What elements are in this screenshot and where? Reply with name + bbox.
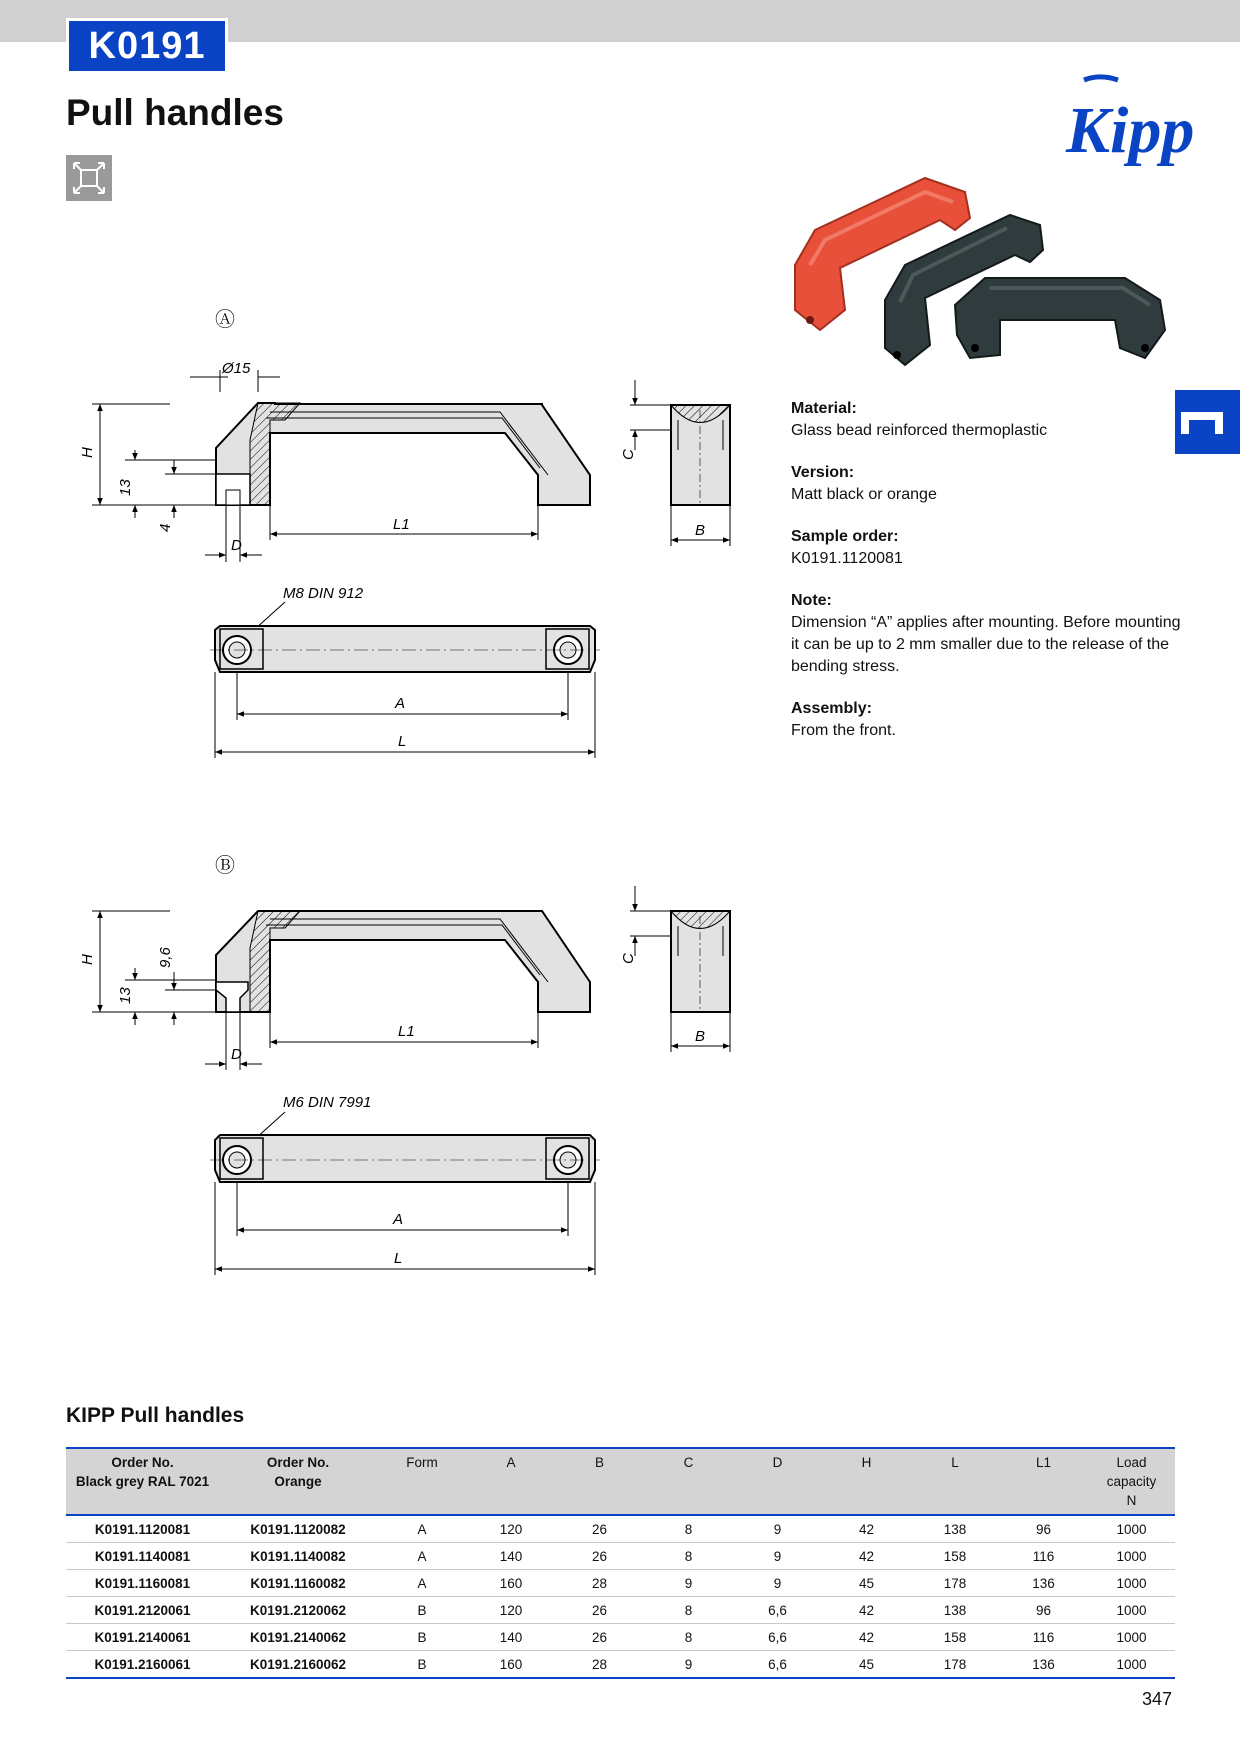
dim-h: 45 [822,1570,911,1597]
dim-13-b: 13 [117,987,134,1004]
order-black: K0191.1140081 [66,1543,219,1570]
spec-label: Material: [791,400,857,417]
diameter-label: Ø15 [222,360,251,377]
form: B [377,1651,467,1679]
form: A [377,1515,467,1543]
dim-b: 26 [555,1515,644,1543]
dim-h: 42 [822,1543,911,1570]
dim-c-b: C [620,953,637,964]
order-black: K0191.2120061 [66,1597,219,1624]
spec-list [791,398,1181,762]
spec-assembly [791,698,1181,742]
dim-l1-a: L1 [393,516,410,533]
spec-label: Assembly: [791,700,872,717]
dim-l1: 136 [999,1570,1088,1597]
order-orange: K0191.2120062 [219,1597,377,1624]
dim-a: 160 [467,1570,555,1597]
load-capacity: 1000 [1088,1570,1175,1597]
order-black: K0191.2160061 [66,1651,219,1679]
order-black: K0191.2140061 [66,1624,219,1651]
dim-h: 42 [822,1624,911,1651]
dim-d: 9 [733,1543,822,1570]
expand-arrows-icon[interactable] [66,155,112,201]
spec-label: Sample order: [791,528,899,545]
table-row [66,1597,1175,1624]
load-capacity: 1000 [1088,1543,1175,1570]
dim-4-a: 4 [157,523,174,532]
form: B [377,1597,467,1624]
spec-value: K0191.1120081 [791,550,903,567]
load-capacity: 1000 [1088,1597,1175,1624]
dim-c: 9 [644,1651,733,1679]
spec-note [791,590,1181,678]
dim-c: 8 [644,1515,733,1543]
spec-label: Note: [791,592,832,609]
table-row [66,1624,1175,1651]
dim-c: 8 [644,1543,733,1570]
form-a-label: Ⓐ [215,309,235,331]
order-orange: K0191.1160082 [219,1570,377,1597]
spec-version [791,462,1181,506]
dim-b: 26 [555,1543,644,1570]
dim-l1: 116 [999,1543,1088,1570]
dim-l: 178 [911,1570,999,1597]
dim-13-a: 13 [117,479,134,496]
dim-a: 140 [467,1543,555,1570]
header-d: D [772,1455,783,1470]
table-row [66,1570,1175,1597]
dim-b-a: B [695,522,706,539]
dim-l: 158 [911,1543,999,1570]
dim-d: 6,6 [733,1597,822,1624]
spec-label: Version: [791,464,855,481]
order-black: K0191.1160081 [66,1570,219,1597]
dim-l1: 136 [999,1651,1088,1679]
header-load: Load capacity N [1106,1455,1157,1508]
order-orange: K0191.2160062 [219,1651,377,1679]
spec-value: Dimension “A” applies after mounting. Before mounting it can be up to 2 mm smaller due to the release of the bending stress. [791,614,1181,675]
kipp-logo [1066,74,1195,167]
dim-l: 178 [911,1651,999,1679]
screw-a-label: M8 DIN 912 [283,585,364,602]
dim-l: 158 [911,1624,999,1651]
form: A [377,1570,467,1597]
table-title: KIPP Pull handles [66,1404,245,1427]
form: B [377,1624,467,1651]
header-form: Form [406,1455,438,1470]
technical-drawing [70,300,750,1295]
dim-b: 26 [555,1597,644,1624]
header-b: B [594,1455,604,1470]
page-number: 347 [1142,1689,1173,1709]
header-order-orange: Order No. Orange [266,1455,330,1489]
dim-d: 6,6 [733,1624,822,1651]
form: A [377,1543,467,1570]
dim-b-b: B [695,1028,706,1045]
dim-l: 138 [911,1597,999,1624]
dim-d: 9 [733,1515,822,1543]
dim-d-b: D [231,1046,242,1063]
load-capacity: 1000 [1088,1651,1175,1679]
table-header-row [66,1448,1175,1515]
header-order-black: Order No. Black grey RAL 7021 [75,1455,210,1489]
load-capacity: 1000 [1088,1624,1175,1651]
dim-b: 28 [555,1570,644,1597]
dark-handle-lying [955,278,1165,358]
table-row [66,1515,1175,1543]
handle-tab-icon[interactable] [1175,390,1240,454]
product-table [66,1447,1175,1679]
dim-b: 26 [555,1624,644,1651]
table-row [66,1651,1175,1679]
dim-b: 28 [555,1651,644,1679]
dim-l-b: L [394,1250,403,1267]
dim-l1-b: L1 [398,1023,415,1040]
page-title: Pull handles [66,92,284,133]
dim-a: 120 [467,1515,555,1543]
dim-c-a: C [620,449,637,460]
header-l: L [951,1455,959,1470]
spec-value: Glass bead reinforced thermoplastic [791,422,1048,439]
dim-d: 9 [733,1570,822,1597]
order-orange: K0191.2140062 [219,1624,377,1651]
header-h: H [861,1455,872,1470]
dim-l: 138 [911,1515,999,1543]
dim-l-a: L [398,733,407,750]
table-row [66,1543,1175,1570]
dim-96-b: 9,6 [157,947,174,968]
dim-h: 45 [822,1651,911,1679]
dim-h: 42 [822,1515,911,1543]
dim-d-a: D [231,537,242,554]
dim-a-b: A [393,1211,404,1228]
spec-material [791,398,1181,442]
order-orange: K0191.1140082 [219,1543,377,1570]
dim-l1: 116 [999,1624,1088,1651]
load-capacity: 1000 [1088,1515,1175,1543]
dim-l1: 96 [999,1597,1088,1624]
dim-h: 42 [822,1597,911,1624]
dim-a: 120 [467,1597,555,1624]
dim-h-b: H [79,954,96,965]
header-c: C [683,1455,694,1470]
dim-a-a: A [395,695,406,712]
dim-l1: 96 [999,1515,1088,1543]
product-code: K0191 [66,18,228,74]
dim-c: 9 [644,1570,733,1597]
product-photo [785,170,1175,385]
dim-a: 160 [467,1651,555,1679]
dim-a: 140 [467,1624,555,1651]
dim-c: 8 [644,1597,733,1624]
header-a: A [506,1455,516,1470]
spec-sample-order [791,526,1181,570]
header-l1: L1 [1035,1455,1052,1470]
form-b-label: Ⓑ [215,855,235,877]
dim-c: 8 [644,1624,733,1651]
order-orange: K0191.1120082 [219,1515,377,1543]
dim-h-a: H [79,447,96,458]
spec-value: From the front. [791,722,896,739]
logo-text: Kipp [1066,94,1195,167]
dim-d: 6,6 [733,1651,822,1679]
screw-b-label: M6 DIN 7991 [283,1094,372,1111]
order-black: K0191.1120081 [66,1515,219,1543]
spec-value: Matt black or orange [791,486,937,503]
